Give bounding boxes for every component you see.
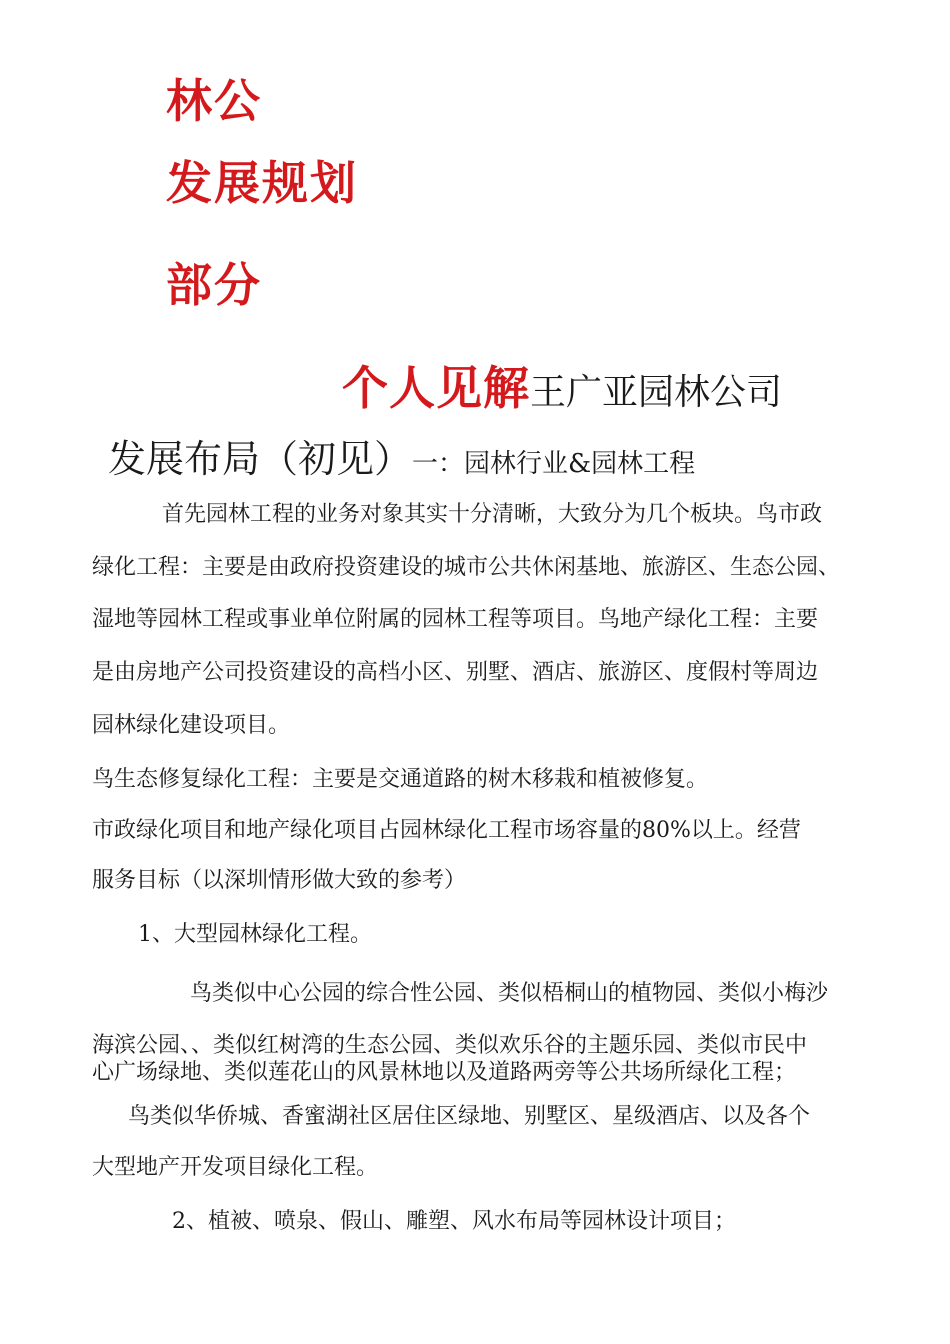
body-line: 首先园林工程的业务对象其实十分清晰，大致分为几个板块。鸟市政: [162, 502, 823, 527]
subtitle-black: 王广亚园林公司: [530, 372, 783, 413]
section-heading-main: 发展布局（初见）: [108, 437, 413, 481]
list-item: 1、大型园林绿化工程。: [138, 922, 372, 947]
body-line: 心广场绿地、类似莲花山的风景林地以及道路两旁等公共场所绿化工程；: [92, 1060, 797, 1085]
body-line: 鸟类似中心公园的综合性公园、类似梧桐山的植物园、类似小梅沙: [190, 981, 829, 1006]
subtitle-red: 个人见解: [342, 361, 530, 415]
body-line: 园林绿化建设项目。: [92, 713, 291, 738]
body-line: 海滨公园、、类似红树湾的生态公园、类似欢乐谷的主题乐园、类似市民中: [92, 1033, 808, 1058]
body-line: 湿地等园林工程或事业单位附属的园林工程等项目。鸟地产绿化工程：主要: [92, 607, 819, 632]
body-line: 服务目标（以深圳情形做大致的参考）: [92, 868, 467, 893]
list-item: 2、植被、喷泉、假山、雕塑、风水布局等园林设计项目；: [172, 1209, 736, 1234]
body-line: 大型地产开发项目绿化工程。: [92, 1155, 379, 1180]
section-heading-tail: 一：园林行业&园林工程: [412, 449, 696, 479]
body-line: 绿化工程：主要是由政府投资建设的城市公共休闲基地、旅游区、生态公园、: [92, 555, 841, 580]
title-line-3: 部分: [166, 258, 262, 312]
body-line: 鸟类似华侨城、香蜜湖社区居住区绿地、别墅区、星级酒店、以及各个: [128, 1104, 811, 1129]
title-line-2: 发展规划: [166, 156, 358, 210]
section-heading: [108, 428, 695, 483]
body-line: 市政绿化项目和地产绿化项目占园林绿化工程市场容量的80%以上。经营: [92, 818, 801, 843]
body-line: 鸟生态修复绿化工程：主要是交通道路的树木移栽和植被修复。: [92, 767, 709, 792]
body-line: 是由房地产公司投资建设的高档小区、别墅、酒店、旅游区、度假村等周边: [92, 660, 819, 685]
title-line-1: 林公: [166, 74, 262, 128]
subtitle: [342, 352, 782, 418]
